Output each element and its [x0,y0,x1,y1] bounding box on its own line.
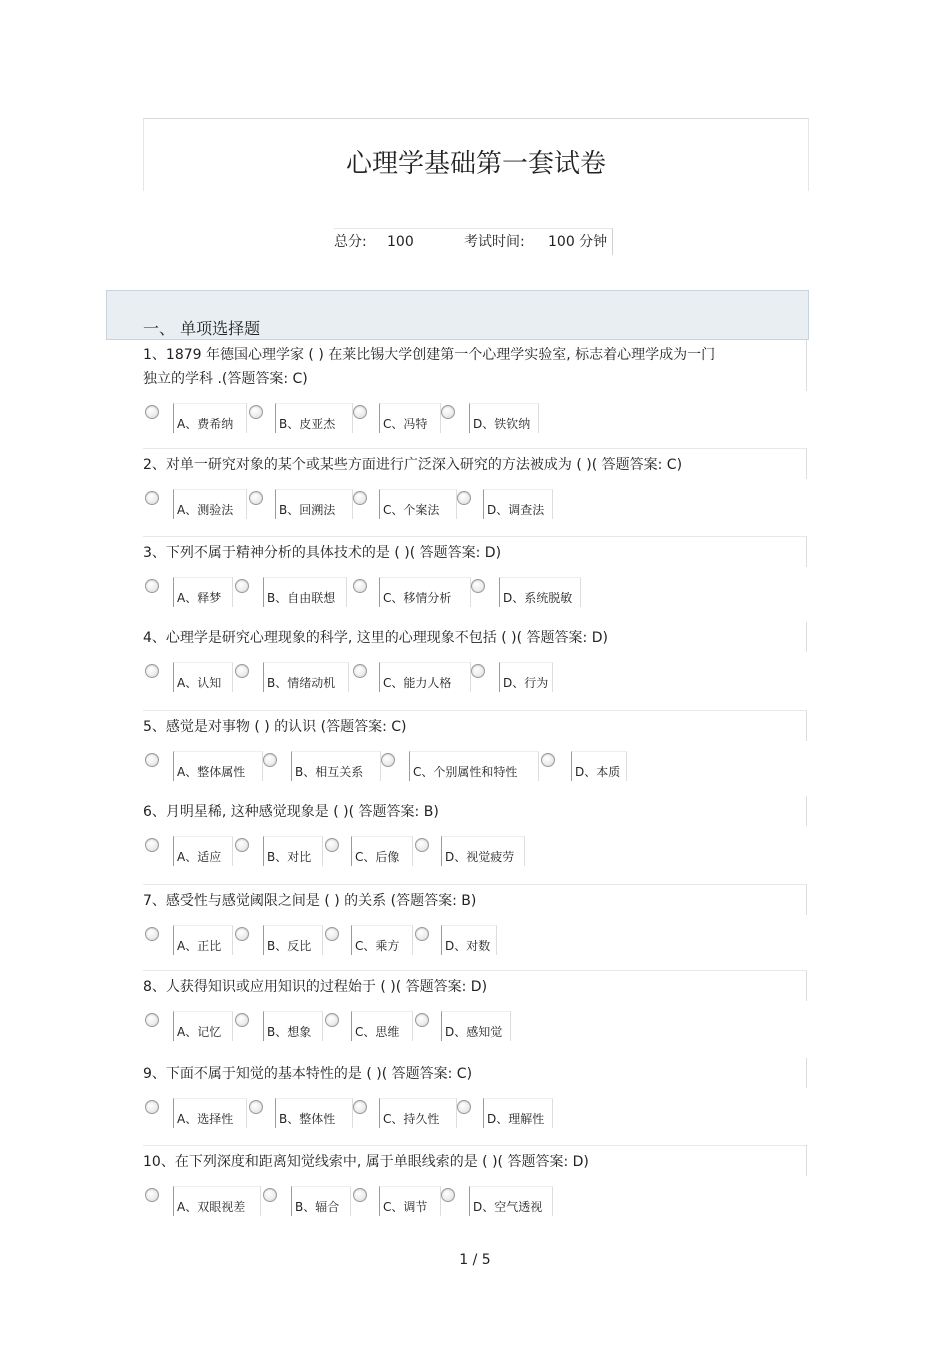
page-number: 1 / 5 [459,1252,491,1268]
option-b[interactable]: B、辐合 [291,1186,351,1216]
option-b[interactable]: B、反比 [263,925,323,955]
radio-option-a[interactable] [145,1100,159,1114]
question-text: 8、人获得知识或应用知识的过程始于 ( )( 答题答案: D) [143,970,807,1001]
question-line: 1、1879 年德国心理学家 ( ) 在莱比锡大学创建第一个心理学实验室, 标志着心理学成为一门 [143,347,716,363]
radio-option-d[interactable] [415,838,429,852]
radio-option-c[interactable] [325,838,339,852]
question-10 [143,1145,807,1222]
question-text [143,340,807,391]
radio-option-a[interactable] [145,753,159,767]
page-title: 心理学基础第一套试卷 [345,149,606,179]
option-d[interactable]: D、视觉疲劳 [441,836,525,866]
radio-option-b[interactable] [249,1100,263,1114]
option-d[interactable]: D、理解性 [483,1098,553,1128]
radio-option-c[interactable] [353,579,367,593]
radio-option-c[interactable] [353,664,367,678]
radio-option-c[interactable] [353,491,367,505]
radio-option-b[interactable] [235,1013,249,1027]
radio-option-b[interactable] [249,405,263,419]
option-c[interactable]: C、冯特 [379,403,441,433]
radio-option-b[interactable] [235,838,249,852]
radio-option-a[interactable] [145,579,159,593]
radio-option-c[interactable] [353,1188,367,1202]
question-text: 5、感觉是对事物 ( ) 的认识 (答题答案: C) [143,710,807,741]
option-c[interactable]: C、后像 [351,836,413,866]
option-c[interactable]: C、个案法 [379,489,457,519]
radio-option-b[interactable] [263,1188,277,1202]
radio-option-c[interactable] [325,927,339,941]
exam-time-label: 考试时间: [464,234,525,250]
option-c[interactable]: C、思维 [351,1011,413,1041]
option-c[interactable]: C、能力人格 [379,662,471,692]
radio-option-a[interactable] [145,491,159,505]
options-row [143,662,807,698]
question-3 [143,536,807,613]
option-d[interactable]: D、调查法 [483,489,553,519]
question-text: 6、月明星稀, 这种感觉现象是 ( )( 答题答案: B) [143,796,807,826]
question-9 [143,1058,807,1134]
question-2 [143,448,807,525]
option-d[interactable]: D、本质 [571,751,627,781]
radio-option-c[interactable] [325,1013,339,1027]
option-c[interactable]: C、持久性 [379,1098,457,1128]
question-8 [143,970,807,1047]
question-text: 3、下列不属于精神分析的具体技术的是 ( )( 答题答案: D) [143,536,807,567]
option-d[interactable]: D、空气透视 [469,1186,553,1216]
question-1 [143,340,807,439]
option-a[interactable]: A、记忆 [173,1011,233,1041]
radio-option-b[interactable] [263,753,277,767]
option-d[interactable]: D、行为 [499,662,553,692]
option-c[interactable]: C、调节 [379,1186,441,1216]
exam-time-value: 100 分钟 [548,234,608,250]
option-a[interactable]: A、释梦 [173,577,233,607]
question-text: 9、下面不属于知觉的基本特性的是 ( )( 答题答案: C) [143,1058,807,1088]
radio-option-d[interactable] [415,1013,429,1027]
question-text: 2、对单一研究对象的某个或某些方面进行广泛深入研究的方法被成为 ( )( 答题答案: C) [143,448,807,479]
option-a[interactable]: A、测验法 [173,489,247,519]
options-row [143,1011,807,1047]
question-7 [143,884,807,961]
option-c[interactable]: C、乘方 [351,925,413,955]
option-b[interactable]: B、皮亚杰 [275,403,353,433]
option-a[interactable]: A、费希纳 [173,403,247,433]
option-a[interactable]: A、正比 [173,925,233,955]
radio-option-b[interactable] [235,664,249,678]
option-a[interactable]: A、整体属性 [173,751,263,781]
radio-option-d[interactable] [457,491,471,505]
radio-option-a[interactable] [145,1188,159,1202]
options-row [143,489,807,525]
option-c[interactable]: C、移情分析 [379,577,471,607]
question-6 [143,796,807,872]
option-a[interactable]: A、适应 [173,836,233,866]
option-c[interactable]: C、个别属性和特性 [409,751,539,781]
section-title: 一、 单项选择题 [143,319,261,338]
radio-option-a[interactable] [145,664,159,678]
option-d[interactable]: D、对数 [441,925,497,955]
question-5 [143,710,807,787]
radio-option-c[interactable] [353,1100,367,1114]
radio-option-d[interactable] [471,579,485,593]
options-row [143,403,807,439]
option-a[interactable]: A、双眼视差 [173,1186,261,1216]
option-b[interactable]: B、想象 [263,1011,323,1041]
question-line: 独立的学科 .(答题答案: C) [143,371,308,387]
option-d[interactable]: D、感知觉 [441,1011,511,1041]
option-b[interactable]: B、相互关系 [291,751,381,781]
radio-option-d[interactable] [441,405,455,419]
total-score-label: 总分: [334,234,367,250]
radio-option-a[interactable] [145,838,159,852]
radio-option-d[interactable] [541,753,555,767]
option-b[interactable]: B、对比 [263,836,323,866]
radio-option-c[interactable] [353,405,367,419]
option-b[interactable]: B、整体性 [275,1098,353,1128]
radio-option-a[interactable] [145,405,159,419]
option-b[interactable]: B、自由联想 [263,577,347,607]
option-b[interactable]: B、回溯法 [275,489,353,519]
question-text: 4、心理学是研究心理现象的科学, 这里的心理现象不包括 ( )( 答题答案: D) [143,622,807,652]
radio-option-d[interactable] [471,664,485,678]
option-d[interactable]: D、系统脱敏 [499,577,581,607]
options-row [143,925,807,961]
radio-option-d[interactable] [457,1100,471,1114]
radio-option-d[interactable] [415,927,429,941]
radio-option-a[interactable] [145,927,159,941]
radio-option-b[interactable] [249,491,263,505]
total-score-value: 100 [387,234,414,250]
options-row [143,577,807,613]
exam-meta [334,228,613,255]
question-text: 7、感受性与感觉阈限之间是 ( ) 的关系 (答题答案: B) [143,884,807,915]
radio-option-d[interactable] [441,1188,455,1202]
option-a[interactable]: A、认知 [173,662,233,692]
option-d[interactable]: D、铁钦纳 [469,403,539,433]
question-text: 10、在下列深度和距离知觉线索中, 属于单眼线索的是 ( )( 答题答案: D) [143,1145,807,1176]
title-box [143,118,809,191]
question-4 [143,622,807,698]
options-row [143,836,807,872]
radio-option-b[interactable] [235,927,249,941]
option-a[interactable]: A、选择性 [173,1098,247,1128]
radio-option-b[interactable] [235,579,249,593]
radio-option-c[interactable] [381,753,395,767]
options-row [143,1186,807,1222]
options-row [143,751,807,787]
option-b[interactable]: B、情绪动机 [263,662,349,692]
options-row [143,1098,807,1134]
radio-option-a[interactable] [145,1013,159,1027]
